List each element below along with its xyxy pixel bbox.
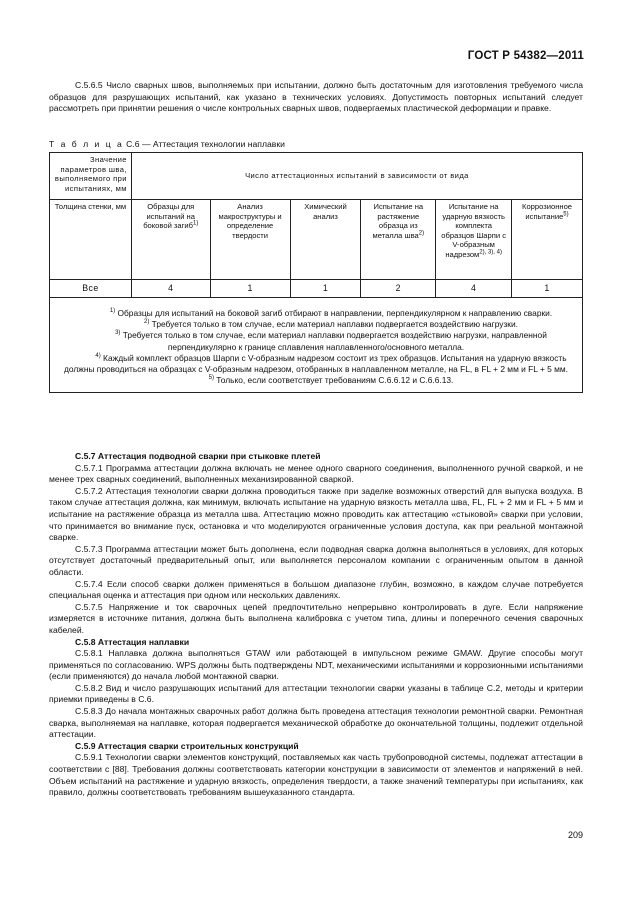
table-note: $^{2)}$ Требуется только в том случае, если материал наплавки подвергается воздействию нагрузки. [144,319,518,330]
standard-header: ГОСТ Р 54382—2011 [467,50,584,62]
table-notes [50,298,583,393]
group-header-cell: Число аттестационных испытаний в зависимости от вида [131,153,582,200]
col-header-side-bend: Образцы для испытаний на боковой загиб$^{1)}$ [131,200,210,280]
cell-tensile: 2 [361,280,436,298]
col-header-macro: Анализ макроструктуры и определение твердости [210,200,290,280]
cell-thickness: Все [50,280,132,298]
cell-chemical: 1 [290,280,361,298]
paragraph: С.5.7.5 Напряжение и ток сварочных цепей предпочтительно непрерывно контролировать в дуге. Если напряжение измеряется в источнике питания, должна быть выполнена калибровка с учетом типа, длины и поперечного сечения сварочных кабелей. [49,601,583,635]
paragraph: С.5.9.1 Технологии сварки элементов конструкций, поставляемых как часть трубопроводной системы, подлежат аттестации в соответствии с [88]. Требования должны соответствовать категории конструкции в зависимости от элементов и напряжений в ней. Объем испытаний на растяжение и ударную вязкость, определения твердости, а также значений температуры при испытаниях, как правило, должны соответствовать требованиям вышеуказанного стандарта. [49,752,583,798]
paragraph: С.5.7.4 Если способ сварки должен применяться в большом диапазоне глубин, возможно, в каждом случае потребуется специальная оценка и аттестация при одном или нескольких давлениях. [49,578,583,601]
paragraph: С.5.7.3 Программа аттестации может быть дополнена, если подводная сварка должна выполняться в условиях, для которых отсутствует достаточный предварительный опыт, или выполняется персоналом компании с ограниченным опытом в данной области. [49,543,583,577]
surfacing-qualification-table [49,152,583,393]
paragraph: С.5.8.3 До начала монтажных сварочных работ должна быть проведена аттестация технологии ремонтной сварки. Ремонтная сварка, выполняемая на наплавке, которая подвергается механической обработке до окончательной толщины, подлежит отдельной аттестации. [49,706,583,740]
table-caption [49,139,285,149]
paragraph: С.5.8.1 Наплавка должна выполняться GTAW или работающей в импульсном режиме GMAW. Другие способы могут применяться по согласованию. WPS должны быть подтверждены NDT, механическими испытаниями и коррозионными испытаниями (если применяются) до начала любой монтажной сварки. [49,648,583,682]
col-header-impact: Испытание на ударную вязкость комплекта образцов Шарпи с V-образным надрезом$^{2), 3), 4)}$ [436,200,512,280]
body-section [49,451,583,799]
section-heading: С.5.7 Аттестация подводной сварки при стыковке плетей [75,451,321,461]
section-heading: С.5.8 Аттестация наплавки [75,636,190,647]
cell-side-bend: 4 [131,280,210,298]
table-notes-row [50,298,583,393]
param-header-cell: Значение параметров шва, выполняемого при испытаниях, мм [50,153,132,200]
table-note: $^{4)}$ Каждый комплект образцов Шарпи с V-образным надрезом состоит из трех образцов. Испытания на ударную вязкость должны проводиться на образцах с V-образным надрезом, отобранных в наплавленном металле, на FL, в FL + 2 мм и FL + 5 мм. [63,352,568,375]
col-header-corrosion: Коррозионное испытание$^{5)}$ [512,200,583,280]
intro-section [49,80,583,115]
col-header-thickness: Толщина стенки, мм [50,200,132,280]
table-note: $^{3)}$ Требуется только в том случае, если материал наплавки подвергается воздействию нагрузки, направленной перпендикулярно к границе сплавления наплавленного/основного металла. [115,330,547,352]
cell-macro: 1 [210,280,290,298]
cell-impact: 4 [436,280,512,298]
paragraph: С.5.8.2 Вид и число разрушающих испытаний для аттестации технологии сварки указаны в таблице С.2, методы и критерии приемки приведены в С.6. [49,682,583,705]
paragraph: С.5.7.2 Аттестация технологии сварки должна проводиться также при заделке возможных отверстий для выпуска воздуха. В таком случае аттестация должна, как минимум, включать испытание на ударную вязкость металла шва, FL, FL + 2 мм и FL + 5 мм и испытание на растяжение образца из металла шва. Аттестацию можно проводить как аттестацию «стыковой» сварки при условии, что принимается во внимание пуск, остановка и что моделируются ограниченные условия доступа, как при реальной монтажной сварке. [49,485,583,543]
table-note: $^{5)}$ Только, если соответствует требованиям С.6.6.12 и С.6.6.13. [208,375,454,386]
intro-paragraph: С.5.6.5 Число сварных швов, выполняемых при испытании, должно быть достаточным для изготовления требуемого числа образцов для разрушающих испытаний, как указано в технических условиях. Допустимость повторных испытаний следует рассмотреть при принятии решения о числе контрольных сварных швов, подвергаемых пластической деформации и правке. [49,80,583,114]
table-note: $^{1)}$ Образцы для испытаний на боковой загиб отбирают в направлении, перпендикулярном к направлению сварки. [109,308,553,318]
cell-corrosion: 1 [512,280,583,298]
table-row [50,280,583,298]
page-number: 209 [567,830,583,840]
table-header-row-1 [50,153,583,200]
table-header-row-2 [50,200,583,280]
table-caption-prefix: Т а б л и ц а [49,139,124,149]
col-header-chemical: Химический анализ [290,200,361,280]
col-header-tensile: Испытание на растяжение образца из металла шва$^{2)}$ [361,200,436,280]
paragraph: С.5.7.1 Программа аттестации должна включать не менее одного сварного соединения, выполненного ручной сваркой, и не менее трех сварных соединений, выполненных механизированной сваркой. [49,462,583,485]
section-heading: С.5.9 Аттестация сварки строительных конструкций [75,740,299,751]
table-caption-text: С.6 — Аттестация технологии наплавки [123,139,285,149]
